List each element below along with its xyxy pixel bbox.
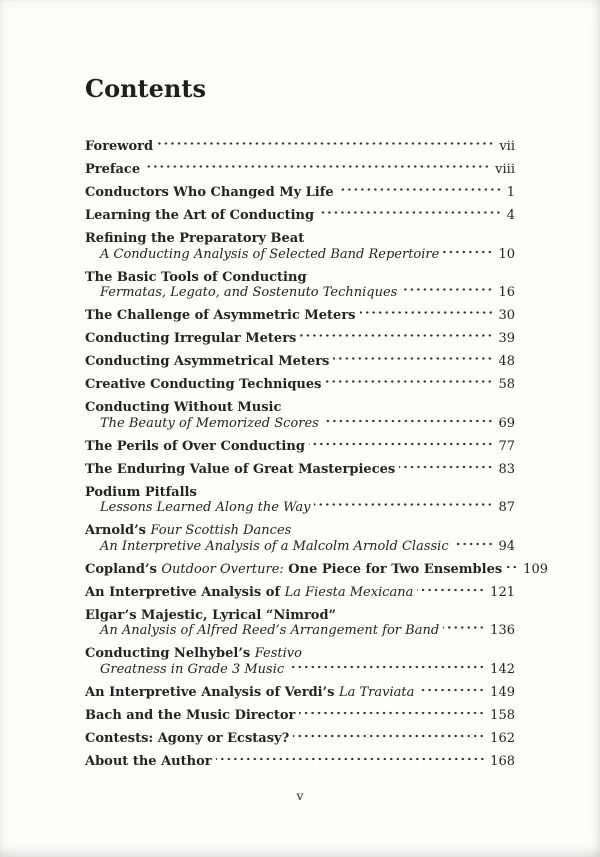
dot-leader	[157, 139, 494, 155]
toc-entry-text: Preface	[85, 162, 141, 177]
toc-entry-text: The Challenge of Asymmetric Meters	[85, 308, 356, 323]
toc-entry-text: The Enduring Value of Great Masterpieces	[85, 461, 396, 477]
toc-entry	[85, 561, 548, 578]
dot-leader	[453, 539, 494, 555]
toc-entry-text: Contests: Agony or Ecstasy?	[85, 730, 290, 746]
toc-entry-text: Arnold’s Four Scottish Dances	[85, 523, 292, 538]
toc-page-ref: 4	[506, 208, 515, 223]
toc-page-ref: 39	[498, 331, 515, 346]
toc-entry-subtitle	[85, 623, 515, 639]
toc-page-ref: 10	[498, 246, 515, 262]
toc-entry-text: An Interpretive Analysis of Verdi’s La Traviata	[85, 684, 415, 700]
toc-page-ref: vii	[499, 139, 515, 154]
toc-entry-title	[85, 685, 515, 701]
toc-entry-title	[85, 208, 515, 224]
toc-entry	[85, 754, 515, 770]
toc-page-ref: 58	[498, 377, 515, 392]
dot-leader	[443, 623, 485, 639]
toc-entry	[85, 646, 515, 677]
toc-page-ref: 94	[498, 538, 515, 554]
toc-entry	[85, 708, 515, 724]
toc-page-ref: 30	[498, 308, 515, 323]
toc-entry-subtitle	[85, 539, 515, 555]
toc-entry	[85, 208, 515, 224]
toc-entry-title	[85, 377, 515, 393]
dot-leader	[318, 208, 502, 224]
toc-entry	[85, 231, 515, 262]
toc-entry-title	[85, 231, 515, 247]
toc-page-ref: 149	[490, 684, 515, 700]
dot-leader	[325, 377, 493, 393]
toc-entry	[85, 185, 515, 201]
toc-entry-text: The Basic Tools of Conducting	[85, 269, 307, 285]
toc-entry	[85, 608, 515, 639]
toc-entry-title	[85, 270, 515, 286]
toc-entry-subtitle	[85, 285, 515, 301]
toc-entry-title	[85, 439, 515, 455]
toc-entry	[85, 485, 515, 516]
toc-entry	[85, 523, 515, 554]
toc-entry	[85, 308, 515, 324]
toc-entry-title	[85, 731, 515, 747]
dot-leader	[506, 562, 518, 578]
toc-entry	[85, 685, 515, 701]
dot-leader	[299, 708, 485, 724]
toc-entry-title	[85, 585, 515, 601]
toc-page-ref: 121	[490, 584, 515, 600]
toc-entry-text: About the Author	[85, 753, 212, 769]
toc-entry-text: An Interpretive Analysis of La Fiesta Mexicana	[85, 584, 414, 600]
toc-entry-title	[85, 331, 515, 347]
toc-entry-title	[85, 400, 515, 416]
toc-entry-title	[85, 308, 515, 324]
toc-entry-text: Elgar’s Majestic, Lyrical “Nimrod”	[85, 607, 337, 623]
toc-page-ref: 48	[498, 354, 515, 369]
toc-page-ref: 69	[498, 415, 515, 431]
toc-entry-title	[85, 485, 515, 501]
toc-page-ref: 83	[498, 461, 515, 477]
toc-entry-text: Learning the Art of Conducting	[85, 208, 315, 223]
dot-leader	[314, 500, 493, 516]
toc-page-ref: 168	[490, 753, 515, 769]
toc-entry-text: Greatness in Grade 3 Music	[100, 661, 285, 677]
toc-entry-title	[85, 162, 515, 178]
dot-leader	[360, 308, 494, 324]
toc-entry	[85, 731, 515, 747]
toc-page-ref: 142	[490, 661, 515, 677]
toc-entry-text: A Conducting Analysis of Selected Band Repertoire	[100, 246, 440, 262]
toc-entry-text: Conducting Asymmetrical Meters	[85, 354, 330, 369]
toc-entry-text: Conducting Irregular Meters	[85, 331, 297, 346]
toc-entry-title	[85, 608, 515, 624]
dot-leader	[399, 462, 493, 478]
dot-leader	[309, 439, 494, 455]
toc-entry-text: Conductors Who Changed My Life	[85, 185, 334, 200]
dot-leader	[417, 585, 485, 601]
toc-entry-text: An Analysis of Alfred Reed’s Arrangement for Band	[100, 623, 440, 638]
toc-entry-title	[85, 646, 515, 662]
toc-list	[85, 139, 548, 769]
toc-page-ref: 87	[498, 500, 515, 515]
toc-entry-text: Podium Pitfalls	[85, 484, 197, 500]
toc-entry-text: Conducting Without Music	[85, 400, 282, 415]
toc-entry	[85, 354, 515, 370]
toc-entry-text: Copland’s Outdoor Overture: One Piece for Two Ensembles	[85, 561, 503, 577]
toc-page-ref: 136	[490, 623, 515, 638]
toc-page-ref: 77	[498, 438, 515, 454]
toc-entry-title	[85, 354, 515, 370]
toc-entry	[85, 439, 515, 455]
page-number: v	[296, 788, 304, 803]
toc-entry	[85, 400, 515, 431]
toc-page-ref: 16	[498, 285, 515, 300]
toc-entry-text: Foreword	[85, 139, 154, 154]
toc-entry	[85, 462, 515, 478]
toc-page-ref: 158	[490, 707, 515, 723]
toc-entry-text: An Interpretive Analysis of a Malcolm Arnold Classic	[100, 538, 449, 554]
dot-leader	[300, 331, 493, 347]
toc-entry-title	[85, 754, 515, 770]
toc-entry-text: Creative Conducting Techniques	[85, 377, 322, 392]
toc-entry	[85, 377, 515, 393]
toc-entry-subtitle	[85, 416, 515, 432]
toc-entry-subtitle	[85, 662, 515, 678]
toc-entry-title	[85, 708, 515, 724]
toc-entry-title	[85, 139, 515, 155]
toc-entry-title	[85, 523, 515, 539]
dot-leader	[401, 285, 493, 301]
toc-page-ref: 1	[506, 185, 515, 200]
toc-entry-title	[85, 462, 515, 478]
dot-leader	[216, 754, 486, 770]
toc-entry-text: The Beauty of Memorized Scores	[100, 415, 319, 431]
toc-entry-text: The Perils of Over Conducting	[85, 438, 305, 454]
toc-entry-title	[85, 185, 515, 201]
toc-page-ref: 162	[490, 730, 515, 746]
toc-entry-text: Fermatas, Legato, and Sostenuto Techniques	[100, 285, 398, 300]
dot-leader	[323, 416, 494, 432]
toc-entry-text: Bach and the Music Director	[85, 707, 296, 723]
dot-leader	[418, 685, 485, 701]
toc-entry-title	[85, 561, 548, 578]
toc-entry	[85, 585, 515, 601]
toc-page-ref: viii	[495, 162, 515, 177]
toc-entry	[85, 270, 515, 301]
toc-entry-subtitle	[85, 247, 515, 263]
dot-leader	[338, 185, 502, 201]
toc-entry-text: Lessons Learned Along the Way	[100, 500, 311, 515]
dot-leader	[144, 162, 490, 178]
toc-entry	[85, 331, 515, 347]
dot-leader	[288, 662, 485, 678]
dot-leader	[443, 247, 493, 263]
toc-entry-text: Conducting Nelhybel’s Festivo	[85, 646, 302, 661]
toc-entry-text: Refining the Preparatory Beat	[85, 231, 305, 246]
page-title: Contents	[85, 74, 206, 103]
toc-page-ref: 109	[523, 561, 548, 577]
toc-entry-subtitle	[85, 500, 515, 516]
toc-entry	[85, 139, 515, 155]
dot-leader	[293, 731, 485, 747]
dot-leader	[333, 354, 493, 370]
toc-entry	[85, 162, 515, 178]
